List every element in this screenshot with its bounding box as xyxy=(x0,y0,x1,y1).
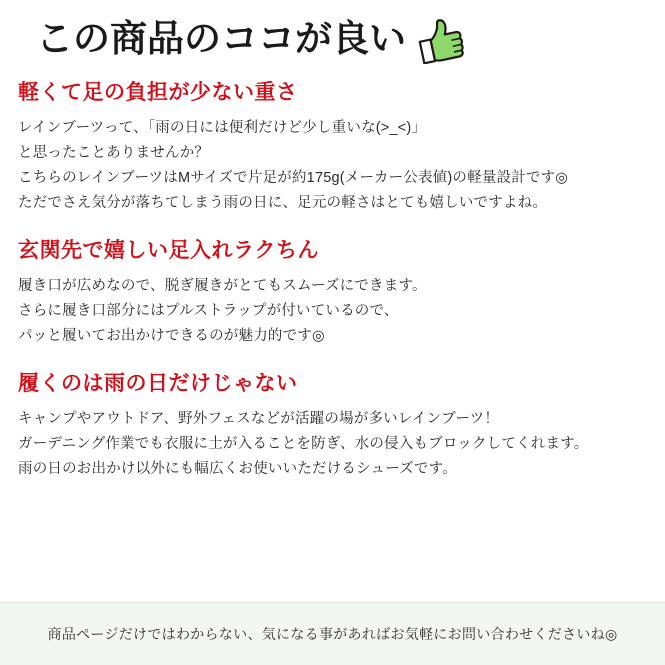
thumbs-up-icon xyxy=(412,18,464,64)
feature-sections xyxy=(0,70,665,482)
section-body xyxy=(18,116,643,216)
body-line: 雨の日のお出かけ以外にも幅広くお使いいただけるシューズです。 xyxy=(18,461,457,478)
section-title: 履くのは雨の日だけじゃない xyxy=(18,372,298,396)
section-title: 軽くて足の負担が少ない重さ xyxy=(18,81,298,104)
page-header xyxy=(0,0,665,70)
body-line: パッと履いてお出かけできるのが魅力的です◎ xyxy=(18,328,325,345)
body-line: レインブーツって、「雨の日には便利だけど少し重いな(>_<)」 xyxy=(18,120,427,137)
contact-banner-text: 商品ページだけではわからない、気になる事があればお気軽にお問い合わせくださいね◎ xyxy=(47,626,618,642)
body-line: キャンプやアウトドア、野外フェスなどが活躍の場が多いレインブーツ！ xyxy=(18,411,500,428)
body-line: さらに履き口部分にはプルストラップが付いているので、 xyxy=(18,303,399,320)
page-title: この商品のココが良い xyxy=(36,17,406,59)
feature-section xyxy=(18,371,643,482)
body-line: こちらのレインブーツはMサイズで片足が約175g(メーカー公表値)の軽量設計です◎ xyxy=(18,170,569,187)
section-body xyxy=(18,274,643,349)
body-line: ただでさえ気分が落ちてしまう雨の日に、足元の軽さはとても嬉しいですよね。 xyxy=(18,195,548,212)
body-line: ガーデニング作業でも衣服に土が入ることを防ぎ、水の侵入もブロックしてくれます。 xyxy=(18,436,589,453)
body-line: 履き口が広めなので、脱ぎ履きがとてもスムーズにできます。 xyxy=(18,278,427,295)
body-line: と思ったことありませんか？ xyxy=(18,145,210,162)
contact-banner xyxy=(0,602,665,665)
section-body xyxy=(18,407,643,482)
feature-section xyxy=(18,80,643,216)
section-title: 玄関先で嬉しい足入れラクちん xyxy=(18,239,319,262)
feature-section xyxy=(18,238,643,349)
